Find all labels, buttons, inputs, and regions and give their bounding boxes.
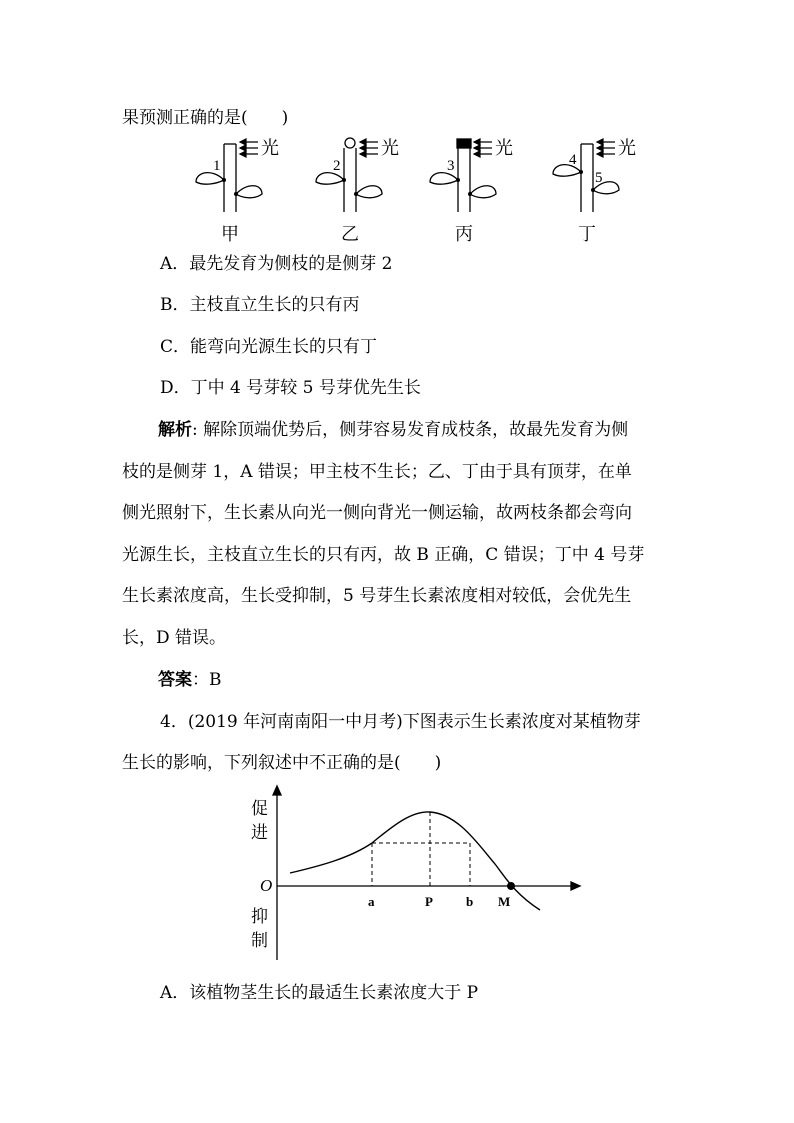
bud-number-1: 1: [213, 158, 221, 174]
x-tick-p: P: [425, 894, 433, 909]
x-tick-a: a: [368, 894, 375, 909]
y-label-inhibit-1: 抑: [251, 907, 268, 926]
question3-stem-tail: 果预测正确的是( ): [122, 108, 289, 128]
light-label-ding: 光: [618, 138, 636, 158]
light-arrows-icon: [240, 139, 615, 157]
panel-label-ding: 丁: [578, 224, 596, 242]
panel-label-bing: 丙: [455, 224, 473, 242]
light-label-bing: 光: [495, 138, 513, 158]
analysis-line-6: 长，D 错误。: [122, 628, 227, 648]
analysis-label: 解析: [158, 420, 192, 440]
y-label-promote-1: 促: [251, 799, 268, 818]
panel-label-yi: 乙: [341, 224, 359, 242]
option-a: A．最先发育为侧枝的是侧芽 2: [160, 254, 393, 274]
analysis-line-2: 枝的是侧芽 1，A 错误；甲主枝不生长；乙、丁由于具有顶芽，在单: [122, 462, 632, 482]
q4-option-a: A．该植物茎生长的最适生长素浓度大于 P: [160, 983, 479, 1003]
answer-line: [158, 670, 222, 690]
arrows-yi: [360, 139, 378, 157]
question4-line-2: 生长的影响，下列叙述中不正确的是( ): [122, 753, 442, 773]
bud-number-2: 2: [333, 158, 341, 174]
answer-label: 答案: [158, 670, 192, 690]
bud-number-5: 5: [595, 170, 603, 186]
option-b: B．主枝直立生长的只有丙: [160, 295, 360, 315]
bud-number-4: 4: [569, 152, 577, 168]
arrows-ding: [597, 139, 615, 157]
option-c: C．能弯向光源生长的只有丁: [160, 337, 378, 357]
analysis-line-5: 生长素浓度高，生长受抑制，5 号芽生长素浓度相对较低，会优先生: [122, 586, 632, 606]
panel-label-jia: 甲: [221, 224, 239, 242]
question4-line-1: 4．(2019 年河南南阳一中月考)下图表示生长素浓度对某植物芽: [160, 712, 641, 732]
y-label-promote-2: 进: [251, 823, 268, 842]
seedling-figure: [0, 132, 794, 242]
x-tick-b: b: [466, 894, 474, 909]
guide-lines: [372, 812, 470, 886]
light-label-jia: 光: [261, 138, 279, 158]
option-d: D．丁中 4 号芽较 5 号芽优先生长: [160, 378, 421, 398]
origin-label: O: [260, 876, 273, 895]
arrows-jia: [240, 139, 258, 157]
analysis-line-4: 光源生长，主枝直立生长的只有丙，故 B 正确，C 错误；丁中 4 号芽: [122, 545, 645, 565]
seedling-yi: [316, 138, 382, 212]
bud-number-3: 3: [447, 158, 455, 174]
x-tick-m: M: [498, 894, 511, 909]
y-label-inhibit-2: 制: [251, 931, 268, 950]
analysis-line-3: 侧光照射下，生长素从向光一侧向背光一侧运输，故两枝条都会弯向: [122, 503, 632, 523]
point-m-dot: [507, 882, 515, 890]
analysis-line-1: 解析: 解除顶端优势后，侧芽容易发育成枝条，故最先发育为侧: [158, 420, 629, 440]
arrows-bing: [474, 139, 492, 157]
light-label-yi: 光: [381, 138, 399, 158]
seedling-bing: [430, 139, 496, 212]
answer-value: ：B: [192, 670, 222, 690]
auxin-curve-figure: [0, 782, 794, 967]
